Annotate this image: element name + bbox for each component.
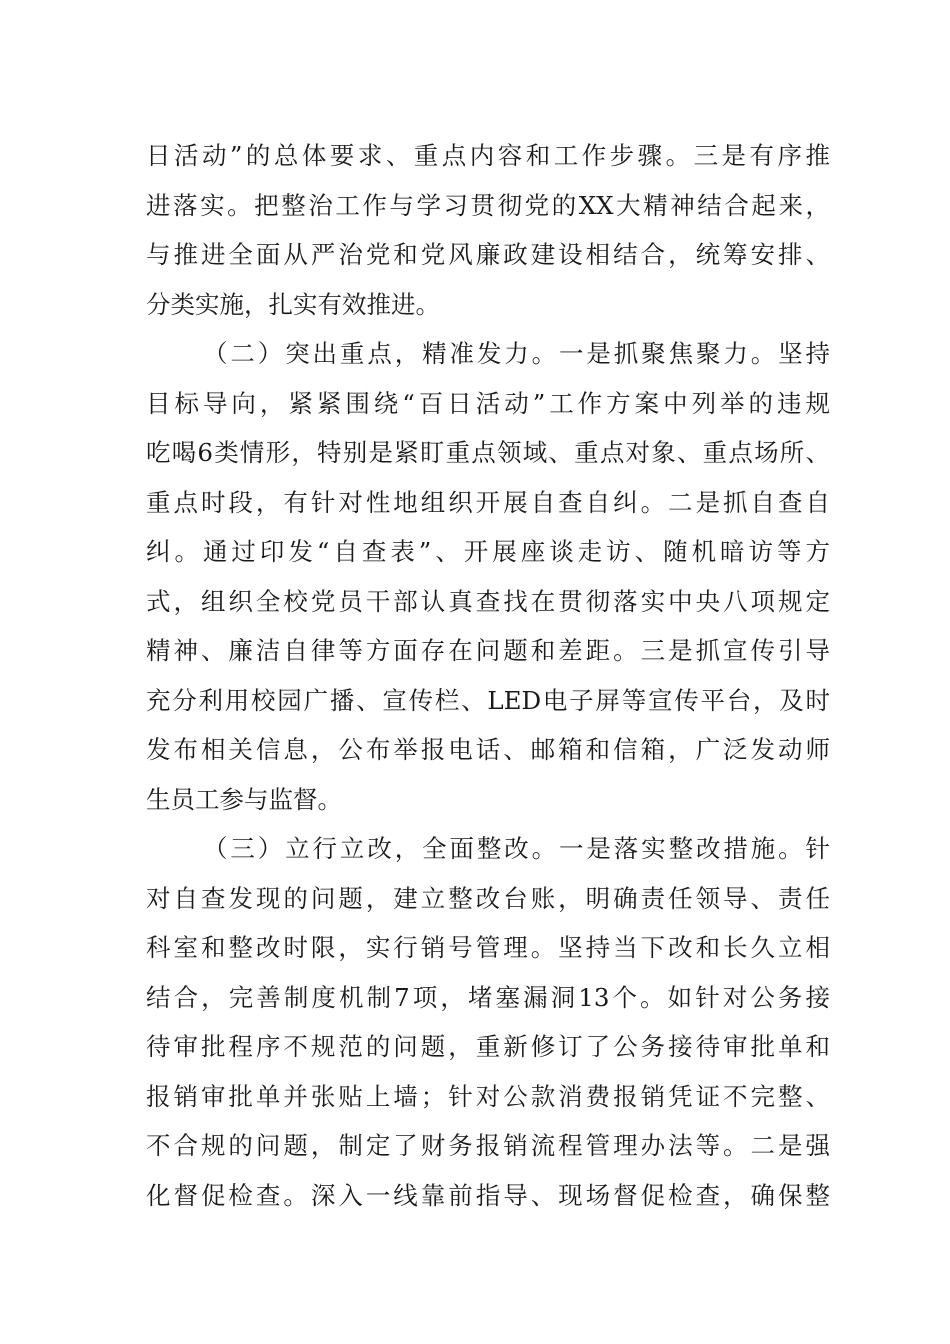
paragraph-2-line-5: 纠。通过印发“自查表”、开展座谈走访、随机暗访等方	[146, 537, 830, 566]
paragraph-2-line-7: 精神、廉洁自律等方面存在问题和差距。三是抓宣传引导	[146, 636, 830, 665]
document-body	[146, 131, 830, 1220]
paragraph-2-line-3: 吃喝6类情形，特别是紧盯重点领域、重点对象、重点场所、	[146, 438, 830, 467]
paragraph-3-line-4: 结合，完善制度机制7项，堵塞漏洞13个。如针对公务接	[146, 982, 830, 1012]
paragraph-1-line-1: 日活动”的总体要求、重点内容和工作步骤。三是有序推	[146, 141, 830, 170]
paragraph-3-line-8: 化督促检查。深入一线靠前指导、现场督促检查，确保整	[146, 1180, 830, 1210]
paragraph-2-line-2: 目标导向，紧紧围绕“百日活动”工作方案中列举的违规	[146, 388, 830, 418]
paragraph-3-line-3: 科室和整改时限，实行销号管理。坚持当下改和长久立相	[146, 933, 830, 962]
paragraph-2-line-6: 式，组织全校党员干部认真查找在贯彻落实中央八项规定	[146, 586, 830, 616]
paragraph-3-line-7: 不合规的问题，制定了财务报销流程管理办法等。二是强	[146, 1131, 830, 1160]
paragraph-2-line-8: 充分利用校园广播、宣传栏、LED电子屏等宣传平台，及时	[146, 685, 830, 715]
paragraph-2-line-10: 生员工参与监督。	[146, 784, 342, 814]
paragraph-3-line-6: 报销审批单并张贴上墙；针对公款消费报销凭证不完整、	[146, 1081, 830, 1111]
paragraph-2-line-9: 发布相关信息，公布举报电话、邮箱和信箱，广泛发动师	[146, 735, 830, 764]
paragraph-2-line-1: （二）突出重点，精准发力。一是抓聚焦聚力。坚持	[203, 339, 830, 368]
paragraph-3-line-5: 待审批程序不规范的问题，重新修订了公务接待审批单和	[146, 1032, 830, 1061]
paragraph-1-line-3: 与推进全面从严治党和党风廉政建设相结合，统筹安排、	[146, 240, 830, 269]
paragraph-2-line-4: 重点时段，有针对性地组织开展自查自纠。二是抓自查自	[146, 487, 830, 517]
paragraph-3-line-2: 对自查发现的问题，建立整改台账，明确责任领导、责任	[146, 883, 830, 913]
paragraph-3-line-1: （三）立行立改，全面整改。一是落实整改措施。针	[203, 834, 830, 863]
paragraph-1-line-2: 进落实。把整治工作与学习贯彻党的XX大精神结合起来，	[146, 190, 830, 220]
paragraph-1-line-4: 分类实施，扎实有效推进。	[146, 289, 440, 319]
